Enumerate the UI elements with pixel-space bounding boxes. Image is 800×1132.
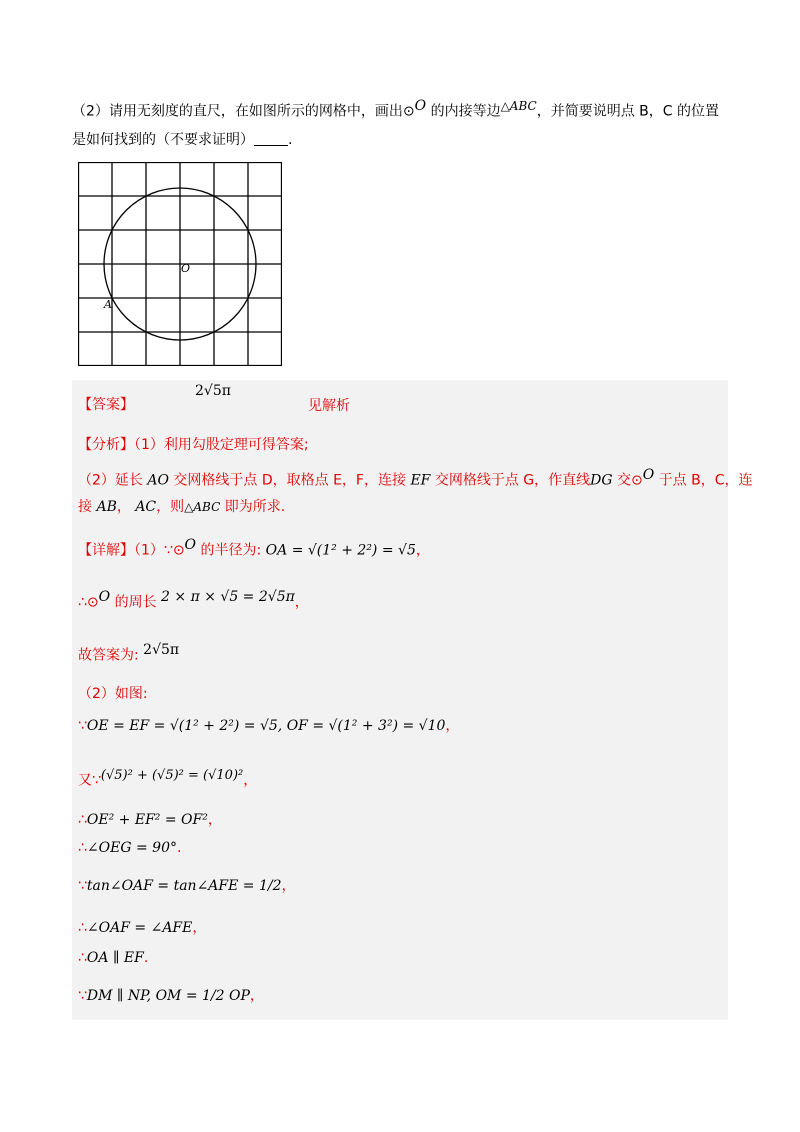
segment-ef: EF <box>410 472 431 489</box>
pythagoras-check: (√5)² + (√5)² = (√10)² <box>100 768 244 783</box>
analysis-text: 接 <box>78 499 97 515</box>
detail-text: 的周长 <box>110 594 162 611</box>
answer-line <box>78 395 134 415</box>
analysis-text: 即为所求. <box>220 499 286 515</box>
question-text: 是如何找到的（不要求证明） <box>72 132 254 148</box>
question-line-1 <box>72 96 719 122</box>
detail-text: ∵ <box>78 878 87 894</box>
triangle-label: △ABC <box>500 99 537 113</box>
grid-lines <box>78 162 282 366</box>
detail-text: ∴ <box>78 840 87 856</box>
detail-line-3 <box>78 640 179 666</box>
segment-ac: AC <box>135 499 157 515</box>
analysis-text: 交⊙ <box>612 472 643 489</box>
analysis-text: ，则 <box>156 499 185 515</box>
analysis-text: （1）利用勾股定理可得答案; <box>134 437 309 453</box>
detail-text: ∴ <box>78 950 87 966</box>
question-text: 的内接等边 <box>426 103 501 120</box>
answer-label: 【答案】 <box>78 397 134 413</box>
square-sum-equation: OE² + EF² = OF² <box>86 812 208 828</box>
analysis-text: 于点 B，C，连 <box>654 472 753 489</box>
detail-line-4 <box>78 684 148 704</box>
angle-equality: ∠OAF = ∠AFE <box>86 920 193 936</box>
detail-line-8 <box>78 838 181 858</box>
question-text: . <box>288 132 293 148</box>
detail-line-1 <box>78 535 430 561</box>
circle-label: O <box>642 467 655 483</box>
detail-text: ， <box>249 988 264 1004</box>
analysis-text: 交网格线于点 D，取格点 E，F，连接 <box>168 472 411 489</box>
circle-label: O <box>98 589 111 605</box>
detail-text: 故答案为: <box>78 647 144 664</box>
detail-line-11 <box>78 948 148 968</box>
detail-line-5 <box>78 716 459 736</box>
line-dg: DG <box>590 472 613 489</box>
detail-line-12 <box>78 986 264 1006</box>
answer-value-2: 见解析 <box>308 398 350 414</box>
detail-text: ∴ <box>78 812 87 828</box>
parallel-statement: OA ∥ EF <box>86 950 144 966</box>
detail-text: ， <box>207 812 222 828</box>
detail-text: ， <box>281 878 296 894</box>
detail-line-10 <box>78 918 206 938</box>
detail-text: ∴⊙ <box>78 594 99 611</box>
tangent-equation: tan∠OAF = tan∠AFE = 1/2 <box>86 878 282 894</box>
detail-text: ， <box>415 542 430 559</box>
answer-value-1: 2√5π <box>195 383 231 399</box>
midpoint-statement: DM ∥ NP, OM = 1/2 OP <box>86 988 250 1004</box>
detail-line-6 <box>78 766 257 791</box>
length-equation: OE = EF = √(1² + 2²) = √5, OF = √(1² + 3²) = √10 <box>86 718 446 734</box>
detail-line-9 <box>78 876 296 896</box>
circle-label: O <box>184 537 197 553</box>
analysis-line-3 <box>78 497 285 517</box>
final-answer: 2√5π <box>143 642 180 658</box>
right-angle-equation: ∠OEG = 90° <box>86 840 177 856</box>
circle-label: O <box>414 98 427 114</box>
detail-text: ∵ <box>78 718 87 734</box>
question-line-2 <box>72 130 292 150</box>
detail-text: . <box>176 840 182 856</box>
radius-equation: OA = √(1² + 2²) = √5 <box>265 542 416 559</box>
detail-text: . <box>143 950 149 966</box>
point-label-a: A <box>104 298 112 311</box>
detail-text: ， <box>243 772 258 789</box>
detail-label: 【详解】 <box>78 542 134 559</box>
analysis-text: （2）延长 <box>78 472 148 489</box>
detail-text: ， <box>192 920 207 936</box>
detail-line-2 <box>78 587 309 613</box>
analysis-text: ， <box>116 499 136 515</box>
grid-figure <box>78 162 282 366</box>
detail-line-7 <box>78 810 222 830</box>
center-label-o: O <box>181 262 191 275</box>
detail-text: ∴ <box>78 920 87 936</box>
segment-ab: AB <box>96 499 117 515</box>
detail-text: 的半径为: <box>196 542 266 559</box>
analysis-line-1 <box>78 435 309 455</box>
detail-text: （2）如图: <box>78 686 148 702</box>
analysis-text: 交网格线于点 G，作直线 <box>430 472 591 489</box>
question-text: （2）请用无刻度的直尺，在如图所示的网格中，画出⊙ <box>72 103 415 120</box>
answer-blank <box>254 131 288 146</box>
segment-ao: AO <box>147 472 169 489</box>
analysis-label: 【分析】 <box>78 437 134 453</box>
detail-text: 又∵ <box>78 772 101 789</box>
question-text: ，并简要说明点 B，C 的位置 <box>536 103 719 120</box>
triangle-label: △ABC <box>184 500 221 514</box>
perimeter-equation: 2 × π × √5 = 2√5π <box>161 589 295 605</box>
detail-text: ， <box>294 594 309 611</box>
detail-text: ∵ <box>78 988 87 1004</box>
detail-text: ， <box>445 718 460 734</box>
analysis-line-2 <box>78 465 753 491</box>
detail-text: （1）∵⊙ <box>134 542 185 559</box>
